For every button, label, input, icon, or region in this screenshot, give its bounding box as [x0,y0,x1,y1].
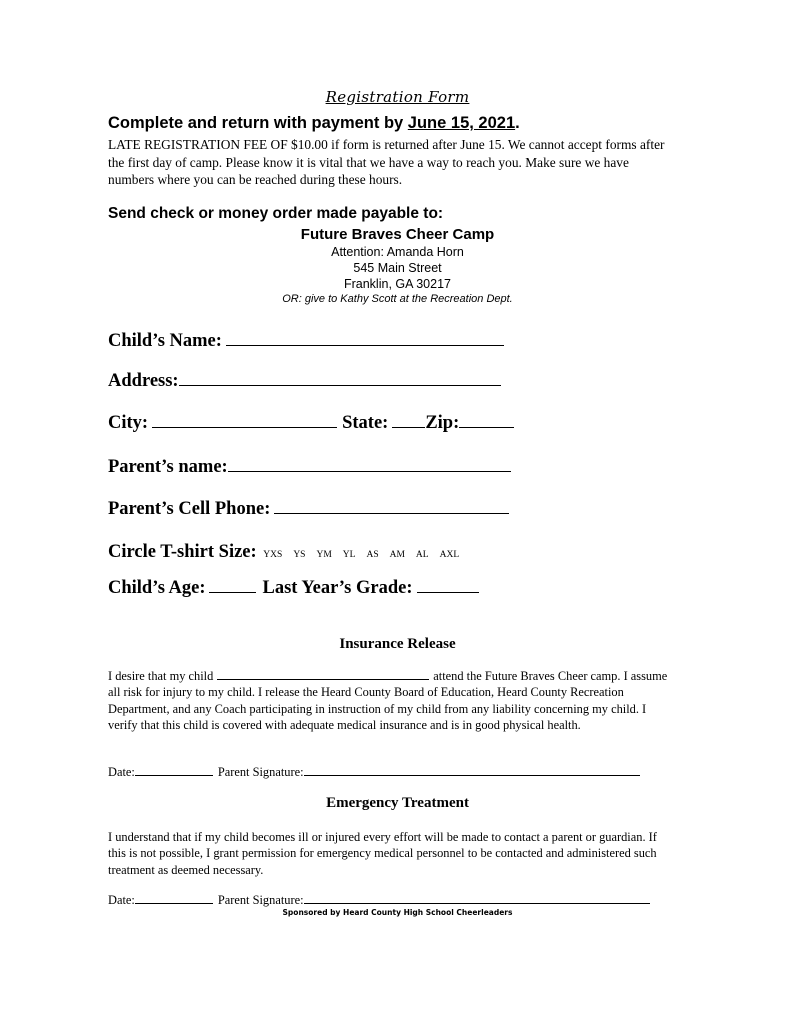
child-name-row [108,330,504,352]
state-line[interactable] [392,412,425,428]
zip-label: Zip: [425,413,460,433]
form-title: Registration Form [325,88,470,106]
emergency-date-line[interactable] [135,892,213,904]
payee-name: Future Braves Cheer Camp [300,226,495,243]
insurance-text-before: I desire that my child [108,669,214,683]
emergency-date-label: Date: [108,893,135,907]
insurance-heading: Insurance Release [339,636,456,652]
deadline-heading [108,114,520,133]
child-name-label: Child’s Name: [108,331,222,351]
address-label: Address: [108,371,179,391]
size-option-axl[interactable]: AXL [439,550,460,560]
size-option-yxs[interactable]: YXS [263,550,283,560]
payment-heading: Send check or money order made payable to: [108,205,444,222]
age-grade-row [108,577,479,599]
sponsor-note: Sponsored by Heard County High School Cheerleaders [282,908,513,917]
parent-name-row [108,456,511,478]
last-grade-label: Last Year’s Grade: [262,578,413,598]
state-label: State: [342,413,389,433]
size-option-am[interactable]: AM [389,550,405,560]
size-option-as[interactable]: AS [366,550,379,560]
size-option-ys[interactable]: YS [293,550,306,560]
insurance-date-label: Date: [108,765,135,779]
parent-cell-label: Parent’s Cell Phone: [108,499,271,519]
emergency-text: I understand that if my child becomes ill or injured every effort will be made to contact a parent or guardian. If this is not possible, I grant permission for emergency medical personnel to be contacted and administered such treatment as deemed necessary. [108,830,657,877]
city-line[interactable] [152,412,337,428]
deadline-prefix: Complete and return with payment by [108,114,408,132]
emergency-signature-line[interactable] [304,892,650,904]
attention-line: Attention: Amanda Horn [331,245,464,259]
tshirt-label: Circle T-shirt Size: [108,542,257,562]
deadline-suffix: . [515,114,520,132]
address-row [108,370,501,392]
insurance-signature-line[interactable] [304,764,640,776]
city-row [108,412,514,434]
insurance-text-after: attend the Future Braves Cheer camp. I assume all risk for injury to my child. I release the Heard County Board of Education, Heard County Recreation Department, and any Coach participating in instruction of my child from any liability concerning my child. I verify that this child is covered with adequate medical insurance and is in good physical health. [108,669,668,733]
zip-line[interactable] [459,412,514,428]
insurance-text [108,668,668,734]
tshirt-size-options [263,550,470,560]
parent-cell-row [108,498,509,520]
address-line[interactable] [179,370,501,386]
street-line: 545 Main Street [353,261,442,275]
insurance-child-line[interactable] [217,669,429,680]
size-option-al[interactable]: AL [415,550,429,560]
emergency-heading: Emergency Treatment [326,795,469,811]
insurance-signature-label: Parent Signature: [217,765,304,779]
late-fee-notice: LATE REGISTRATION FEE OF $10.00 if form is returned after June 15. We cannot accept forms after the first day of camp. Please know it is vital that we have a way to reach you. Make sure we have numbers where you can be reached during these hours. [108,137,665,187]
emergency-signature-row [108,892,650,908]
parent-name-label: Parent’s name: [108,457,228,477]
alternative-delivery: OR: give to Kathy Scott at the Recreation Dept. [282,293,513,305]
tshirt-row [108,542,470,563]
deadline-date: June 15, 2021 [407,114,516,132]
parent-cell-line[interactable] [274,498,509,514]
emergency-signature-label: Parent Signature: [217,893,304,907]
insurance-date-line[interactable] [135,764,213,776]
city-state-zip-line: Franklin, GA 30217 [343,277,451,291]
last-grade-line[interactable] [417,577,479,593]
child-age-line[interactable] [209,577,256,593]
child-name-line[interactable] [226,330,504,346]
parent-name-line[interactable] [228,456,511,472]
size-option-ym[interactable]: YM [316,550,332,560]
child-age-label: Child’s Age: [108,578,206,598]
size-option-yl[interactable]: YL [342,550,356,560]
insurance-signature-row [108,764,640,780]
city-label: City: [108,413,149,433]
